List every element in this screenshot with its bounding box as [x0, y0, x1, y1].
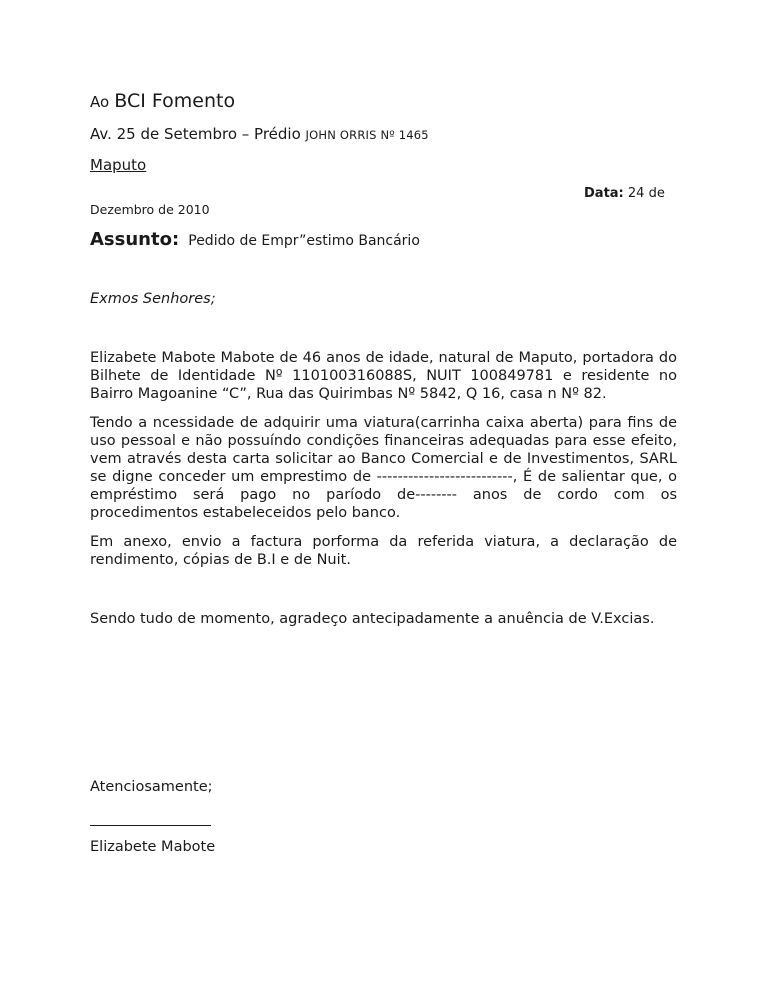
body-paragraph-identity: Elizabete Mabote Mabote de 46 anos de idade, natural de Maputo, portadora do Bilhete de Identidade Nº 110100316088S, NUIT 100849781 e residente no Bairro Magoanine “C”, Rua das Quirimbas Nº 5842, Q 16, casa n Nº 82.: [90, 350, 677, 402]
signature-name: Elizabete Mabote: [90, 839, 216, 855]
signature-line: [90, 825, 211, 826]
street-text: Av. 25 de Setembro – Prédio: [90, 125, 301, 143]
subject-line: [90, 229, 420, 250]
date-line: [584, 186, 665, 201]
subject-label: Assunto:: [90, 229, 180, 250]
recipient-city: Maputo: [90, 156, 147, 174]
building-text: JOHN ORRIS Nº 1465: [305, 128, 429, 142]
recipient-street: [90, 125, 429, 143]
date-value: 24 de: [627, 186, 665, 201]
date-value-continued: Dezembro de 2010: [90, 202, 210, 217]
body-paragraph-request: Tendo a ncessidade de adquirir uma viatura(carrinha caixa aberta) para fins de uso pessoal e não possuíndo condições financeiras adequadas para esse efeito, vem através desta carta solicitar ao Banco Comercial e de Investimentos, SARL se digne conceder um emprestimo de --------------------------, É de salientar que, o empréstimo será pago no paríodo de-------- anos de cordo com os procedimentos estabeleceidos pelo banco.: [90, 415, 677, 521]
body-paragraph-attachments: Em anexo, envio a factura porforma da referida viatura, a declaração de rendimento, cópias de B.I e de Nuit.: [90, 534, 677, 568]
salutation: Exmos Senhores;: [90, 291, 216, 307]
subject-text: Pedido de Empr”estimo Bancário: [188, 233, 420, 249]
recipient-line: [90, 90, 235, 112]
recipient-name: BCI Fomento: [114, 90, 236, 112]
closing: Atenciosamente;: [90, 779, 213, 795]
recipient-prefix: Ao: [90, 93, 110, 111]
body-paragraph-thanks: Sendo tudo de momento, agradeço antecipadamente a anuência de V.Excias.: [90, 611, 655, 627]
date-label: Data:: [584, 186, 624, 201]
